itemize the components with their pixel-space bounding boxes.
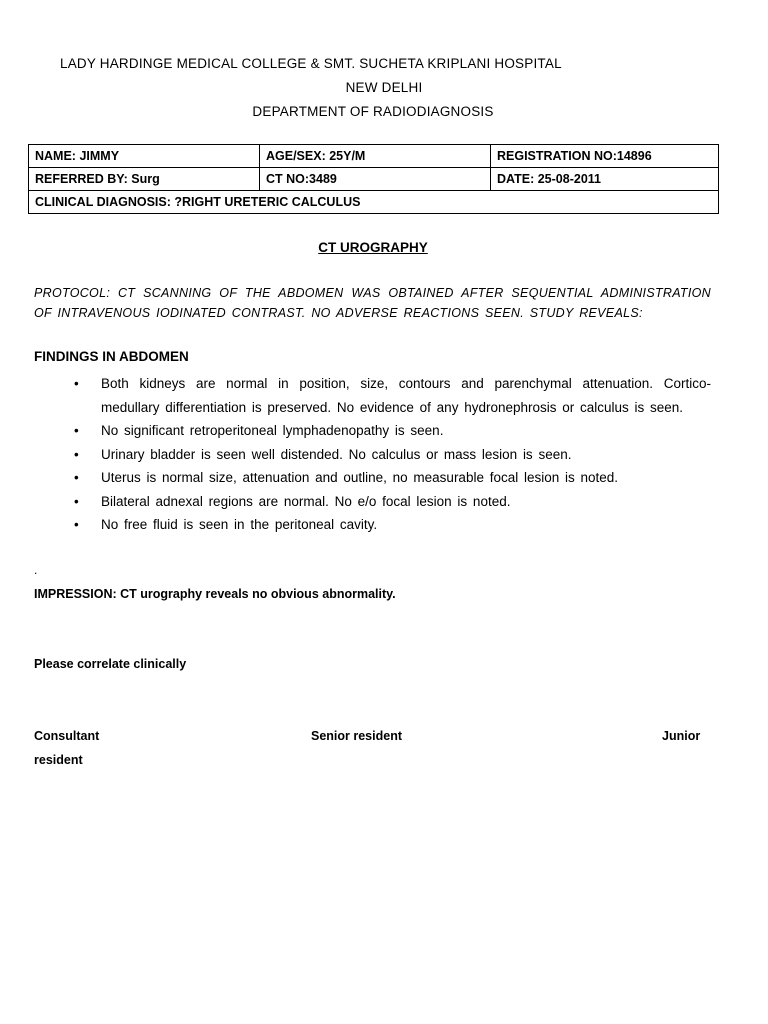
table-row [29, 145, 719, 168]
bullet-icon: • [74, 376, 79, 391]
signature-junior-resident: Junior [662, 729, 701, 743]
finding-text: No free fluid is seen in the peritoneal cavity. [101, 517, 378, 532]
patient-name: NAME: JIMMY [29, 145, 260, 168]
bullet-icon: • [74, 493, 79, 509]
finding-text: Urinary bladder is seen well distended. No calculus or mass lesion is seen. [101, 446, 572, 462]
findings-list [34, 372, 711, 537]
list-item [34, 443, 711, 467]
bullet-icon: • [74, 446, 79, 462]
bullet-icon: • [74, 517, 79, 532]
impression-text: IMPRESSION: CT urography reveals no obvious abnormality. [34, 587, 396, 601]
finding-text: Both kidneys are normal in position, size, contours and parenchymal attenuation. Cortico-medullary differentiation is preserved. No evidence of any hydronephrosis or calculus is seen. [101, 376, 711, 415]
patient-info-table [28, 144, 719, 214]
list-item [34, 372, 711, 419]
stray-mark: . [34, 563, 38, 577]
ct-number: CT NO:3489 [260, 168, 491, 191]
signature-consultant: Consultant [34, 729, 100, 743]
finding-text: Uterus is normal size, attenuation and outline, no measurable focal lesion is noted. [101, 470, 619, 485]
bullet-icon: • [74, 470, 79, 485]
patient-age-sex: AGE/SEX: 25Y/M [260, 145, 491, 168]
correlate-note: Please correlate clinically [34, 657, 187, 671]
list-item [34, 513, 711, 537]
list-item [34, 419, 711, 443]
referred-by: REFERRED BY: Surg [29, 168, 260, 191]
signature-junior-resident-cont: resident [34, 753, 83, 767]
finding-text: Bilateral adnexal regions are normal. No e/o focal lesion is noted. [101, 493, 511, 509]
report-title: CT UROGRAPHY [318, 240, 428, 255]
report-date: DATE: 25-08-2011 [491, 168, 719, 191]
department-name: DEPARTMENT OF RADIODIAGNOSIS [252, 104, 494, 119]
list-item [34, 466, 711, 490]
protocol-text: PROTOCOL: CT SCANNING OF THE ABDOMEN WAS OBTAINED AFTER SEQUENTIAL ADMINISTRATION OF INTRAVENOUS IODINATED CONTRAST. NO ADVERSE REACTIONS SEEN. STUDY REVEALS: [34, 286, 711, 320]
table-row [29, 168, 719, 191]
signature-senior-resident: Senior resident [311, 729, 402, 743]
city-name: NEW DELHI [345, 80, 423, 95]
clinical-diagnosis: CLINICAL DIAGNOSIS: ?RIGHT URETERIC CALCULUS [29, 191, 719, 214]
list-item [34, 490, 711, 514]
registration-number: REGISTRATION NO:14896 [491, 145, 719, 168]
bullet-icon: • [74, 423, 79, 438]
finding-text: No significant retroperitoneal lymphadenopathy is seen. [101, 423, 444, 438]
findings-heading: FINDINGS IN ABDOMEN [34, 349, 189, 364]
table-row [29, 191, 719, 214]
institution-name: LADY HARDINGE MEDICAL COLLEGE & SMT. SUCHETA KRIPLANI HOSPITAL [60, 56, 562, 71]
